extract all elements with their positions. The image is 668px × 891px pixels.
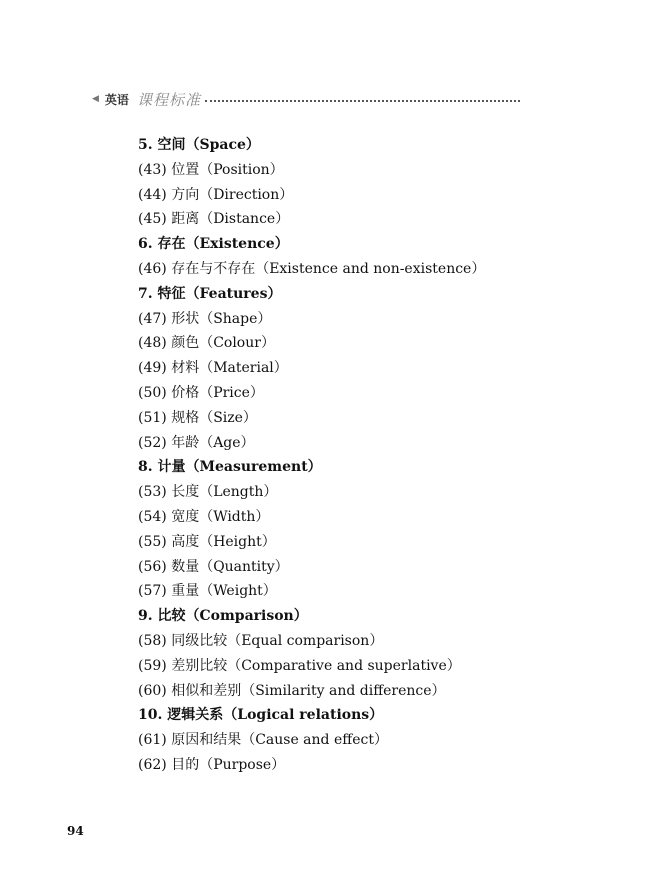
triangle-left-icon: ◀ [92,94,99,104]
list-item: (59) 差别比较（Comparative and superlative） [138,657,461,674]
list-item: (58) 同级比较（Equal comparison） [138,632,384,649]
list-item: (47) 形状（Shape） [138,310,272,327]
running-header [92,89,520,109]
list-item: (53) 长度（Length） [138,484,278,501]
section-heading: 8. 计量（Measurement） [138,459,322,476]
list-item: (61) 原因和结果（Cause and effect） [138,732,388,749]
header-title: 课程标准 [136,90,201,109]
list-item: (45) 距离（Distance） [138,211,290,228]
header-subject: 英语 [104,92,129,107]
list-item: (43) 位置（Position） [138,161,284,178]
list-item: (44) 方向（Direction） [138,186,294,203]
list-item: (60) 相似和差别（Similarity and difference） [138,682,446,699]
list-item: (54) 宽度（Width） [138,508,270,525]
section-heading: 10. 逻辑关系（Logical relations） [138,707,384,724]
list-item: (50) 价格（Price） [138,384,264,401]
section-heading: 9. 比较（Comparison） [138,608,308,625]
list-item: (57) 重量（Weight） [138,583,277,600]
list-item: (55) 高度（Height） [138,533,276,550]
list-item: (49) 材料（Material） [138,360,288,377]
list-item: (48) 颜色（Colour） [138,335,275,352]
list-item: (56) 数量（Quantity） [138,558,289,575]
header-dotted-rule [205,100,520,102]
topic-list [138,133,638,778]
section-heading: 5. 空间（Space） [138,137,260,153]
section-heading: 7. 特征（Features） [138,285,282,302]
list-item: (51) 规格（Size） [138,409,257,426]
section-heading: 6. 存在（Existence） [138,236,289,253]
list-item: (46) 存在与不存在（Existence and non-existence） [138,260,486,277]
page-number: 94 [67,824,84,838]
list-item: (62) 目的（Purpose） [138,756,286,773]
list-item: (52) 年龄（Age） [138,434,255,451]
